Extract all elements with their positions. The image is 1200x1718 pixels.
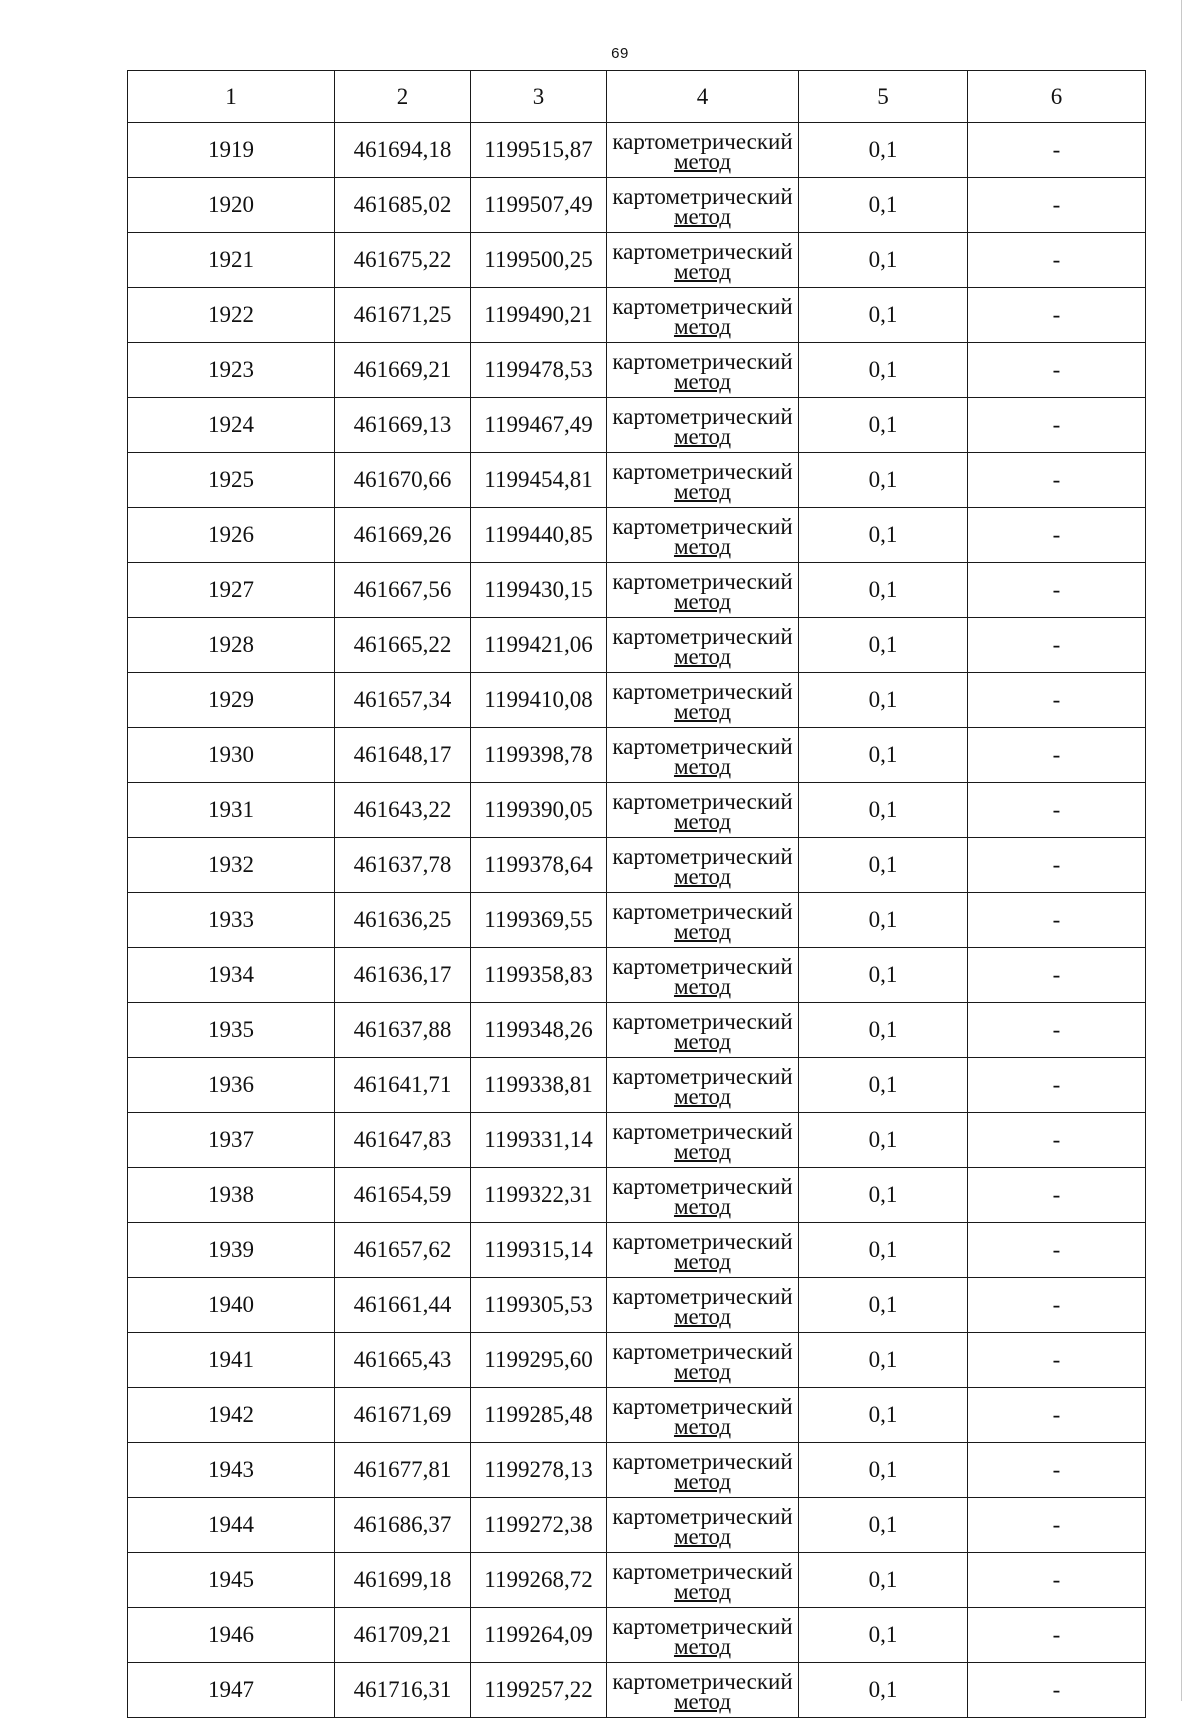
note-cell: - — [968, 398, 1146, 453]
table-row — [128, 508, 1146, 563]
note-cell: - — [968, 1168, 1146, 1223]
point-number-cell: 1945 — [128, 1553, 335, 1608]
accuracy-cell: 0,1 — [799, 1168, 968, 1223]
point-number-cell: 1939 — [128, 1223, 335, 1278]
accuracy-cell: 0,1 — [799, 508, 968, 563]
method-text-line1: картометрический — [612, 1174, 793, 1199]
method-cell — [607, 783, 799, 838]
y-coordinate-cell: 1199490,21 — [471, 288, 607, 343]
point-number-cell: 1932 — [128, 838, 335, 893]
y-coordinate-cell: 1199421,06 — [471, 618, 607, 673]
table-header-row — [128, 71, 1146, 123]
accuracy-cell: 0,1 — [799, 1663, 968, 1718]
method-cell — [607, 1388, 799, 1443]
method-cell — [607, 343, 799, 398]
method-text-line1: картометрический — [612, 294, 793, 319]
accuracy-cell: 0,1 — [799, 728, 968, 783]
method-cell — [607, 1443, 799, 1498]
point-number-cell: 1936 — [128, 1058, 335, 1113]
accuracy-cell: 0,1 — [799, 288, 968, 343]
note-cell: - — [968, 288, 1146, 343]
header-cell-6: 6 — [968, 71, 1146, 123]
note-cell: - — [968, 1553, 1146, 1608]
note-cell: - — [968, 1113, 1146, 1168]
method-cell — [607, 893, 799, 948]
point-number-cell: 1941 — [128, 1333, 335, 1388]
point-number-cell: 1944 — [128, 1498, 335, 1553]
method-cell — [607, 1278, 799, 1333]
y-coordinate-cell: 1199285,48 — [471, 1388, 607, 1443]
accuracy-cell: 0,1 — [799, 1608, 968, 1663]
method-text-line2: метод — [673, 1194, 732, 1219]
table-row — [128, 178, 1146, 233]
method-text-line1: картометрический — [612, 1669, 793, 1694]
y-coordinate-cell: 1199264,09 — [471, 1608, 607, 1663]
page-edge-line — [1181, 0, 1182, 1701]
method-cell — [607, 1663, 799, 1718]
accuracy-cell: 0,1 — [799, 343, 968, 398]
note-cell: - — [968, 948, 1146, 1003]
point-number-cell: 1923 — [128, 343, 335, 398]
note-cell: - — [968, 508, 1146, 563]
method-text-line2: метод — [673, 314, 732, 339]
method-text-line2: метод — [673, 424, 732, 449]
accuracy-cell: 0,1 — [799, 1333, 968, 1388]
method-cell — [607, 728, 799, 783]
note-cell: - — [968, 343, 1146, 398]
table-row — [128, 673, 1146, 728]
point-number-cell: 1920 — [128, 178, 335, 233]
x-coordinate-cell: 461671,25 — [335, 288, 471, 343]
x-coordinate-cell: 461670,66 — [335, 453, 471, 508]
method-text-line1: картометрический — [612, 844, 793, 869]
x-coordinate-cell: 461685,02 — [335, 178, 471, 233]
method-text-line1: картометрический — [612, 459, 793, 484]
point-number-cell: 1943 — [128, 1443, 335, 1498]
method-text-line1: картометрический — [612, 184, 793, 209]
table-row — [128, 1113, 1146, 1168]
x-coordinate-cell: 461709,21 — [335, 1608, 471, 1663]
point-number-cell: 1927 — [128, 563, 335, 618]
x-coordinate-cell: 461669,21 — [335, 343, 471, 398]
method-text-line2: метод — [673, 1249, 732, 1274]
method-text-line2: метод — [673, 1414, 732, 1439]
table-row — [128, 343, 1146, 398]
accuracy-cell: 0,1 — [799, 673, 968, 728]
note-cell: - — [968, 1333, 1146, 1388]
y-coordinate-cell: 1199257,22 — [471, 1663, 607, 1718]
point-number-cell: 1938 — [128, 1168, 335, 1223]
y-coordinate-cell: 1199358,83 — [471, 948, 607, 1003]
point-number-cell: 1947 — [128, 1663, 335, 1718]
accuracy-cell: 0,1 — [799, 1443, 968, 1498]
method-cell — [607, 123, 799, 178]
table-row — [128, 893, 1146, 948]
x-coordinate-cell: 461699,18 — [335, 1553, 471, 1608]
method-text-line2: метод — [673, 644, 732, 669]
method-text-line1: картометрический — [612, 404, 793, 429]
method-text-line2: метод — [673, 1579, 732, 1604]
x-coordinate-cell: 461648,17 — [335, 728, 471, 783]
note-cell: - — [968, 453, 1146, 508]
x-coordinate-cell: 461636,17 — [335, 948, 471, 1003]
method-text-line1: картометрический — [612, 624, 793, 649]
note-cell: - — [968, 123, 1146, 178]
note-cell: - — [968, 728, 1146, 783]
method-text-line1: картометрический — [612, 954, 793, 979]
x-coordinate-cell: 461647,83 — [335, 1113, 471, 1168]
point-number-cell: 1935 — [128, 1003, 335, 1058]
method-cell — [607, 233, 799, 288]
y-coordinate-cell: 1199454,81 — [471, 453, 607, 508]
note-cell: - — [968, 1003, 1146, 1058]
x-coordinate-cell: 461667,56 — [335, 563, 471, 618]
y-coordinate-cell: 1199268,72 — [471, 1553, 607, 1608]
method-cell — [607, 1223, 799, 1278]
accuracy-cell: 0,1 — [799, 783, 968, 838]
note-cell: - — [968, 618, 1146, 673]
y-coordinate-cell: 1199478,53 — [471, 343, 607, 398]
note-cell: - — [968, 1058, 1146, 1113]
method-cell — [607, 1608, 799, 1663]
method-text-line1: картометрический — [612, 129, 793, 154]
point-number-cell: 1931 — [128, 783, 335, 838]
method-cell — [607, 1333, 799, 1388]
point-number-cell: 1942 — [128, 1388, 335, 1443]
accuracy-cell: 0,1 — [799, 453, 968, 508]
x-coordinate-cell: 461669,13 — [335, 398, 471, 453]
y-coordinate-cell: 1199507,49 — [471, 178, 607, 233]
table-row — [128, 288, 1146, 343]
accuracy-cell: 0,1 — [799, 1388, 968, 1443]
accuracy-cell: 0,1 — [799, 1498, 968, 1553]
x-coordinate-cell: 461716,31 — [335, 1663, 471, 1718]
y-coordinate-cell: 1199338,81 — [471, 1058, 607, 1113]
table-row — [128, 1663, 1146, 1718]
method-text-line1: картометрический — [612, 569, 793, 594]
method-cell — [607, 1553, 799, 1608]
page-number: 69 — [611, 45, 629, 62]
method-text-line1: картометрический — [612, 1504, 793, 1529]
header-cell-1: 1 — [128, 71, 335, 123]
x-coordinate-cell: 461637,88 — [335, 1003, 471, 1058]
y-coordinate-cell: 1199369,55 — [471, 893, 607, 948]
accuracy-cell: 0,1 — [799, 1553, 968, 1608]
accuracy-cell: 0,1 — [799, 893, 968, 948]
y-coordinate-cell: 1199467,49 — [471, 398, 607, 453]
method-cell — [607, 453, 799, 508]
table-row — [128, 1058, 1146, 1113]
x-coordinate-cell: 461669,26 — [335, 508, 471, 563]
method-text-line2: метод — [673, 1469, 732, 1494]
method-text-line2: метод — [673, 369, 732, 394]
method-text-line1: картометрический — [612, 349, 793, 374]
x-coordinate-cell: 461637,78 — [335, 838, 471, 893]
y-coordinate-cell: 1199398,78 — [471, 728, 607, 783]
y-coordinate-cell: 1199500,25 — [471, 233, 607, 288]
table-row — [128, 838, 1146, 893]
point-number-cell: 1928 — [128, 618, 335, 673]
method-text-line1: картометрический — [612, 734, 793, 759]
method-cell — [607, 838, 799, 893]
point-number-cell: 1924 — [128, 398, 335, 453]
note-cell: - — [968, 563, 1146, 618]
method-text-line1: картометрический — [612, 1614, 793, 1639]
method-text-line1: картометрический — [612, 1394, 793, 1419]
table-row — [128, 398, 1146, 453]
x-coordinate-cell: 461643,22 — [335, 783, 471, 838]
note-cell: - — [968, 1498, 1146, 1553]
method-text-line2: метод — [673, 1139, 732, 1164]
note-cell: - — [968, 893, 1146, 948]
point-number-cell: 1930 — [128, 728, 335, 783]
table-row — [128, 948, 1146, 1003]
method-cell — [607, 948, 799, 1003]
x-coordinate-cell: 461636,25 — [335, 893, 471, 948]
header-cell-2: 2 — [335, 71, 471, 123]
method-text-line1: картометрический — [612, 1119, 793, 1144]
method-text-line1: картометрический — [612, 1229, 793, 1254]
accuracy-cell: 0,1 — [799, 1058, 968, 1113]
note-cell: - — [968, 1388, 1146, 1443]
y-coordinate-cell: 1199322,31 — [471, 1168, 607, 1223]
y-coordinate-cell: 1199410,08 — [471, 673, 607, 728]
method-text-line1: картометрический — [612, 899, 793, 924]
method-text-line1: картометрический — [612, 1284, 793, 1309]
method-text-line2: метод — [673, 479, 732, 504]
header-cell-3: 3 — [471, 71, 607, 123]
table-row — [128, 783, 1146, 838]
method-text-line1: картометрический — [612, 1339, 793, 1364]
note-cell: - — [968, 1443, 1146, 1498]
method-text-line2: метод — [673, 1029, 732, 1054]
method-text-line2: метод — [673, 1634, 732, 1659]
method-cell — [607, 1498, 799, 1553]
table-row — [128, 1333, 1146, 1388]
y-coordinate-cell: 1199378,64 — [471, 838, 607, 893]
method-cell — [607, 1113, 799, 1168]
method-text-line2: метод — [673, 1359, 732, 1384]
accuracy-cell: 0,1 — [799, 1003, 968, 1058]
point-number-cell: 1940 — [128, 1278, 335, 1333]
note-cell: - — [968, 1278, 1146, 1333]
point-number-cell: 1925 — [128, 453, 335, 508]
method-text-line2: метод — [673, 589, 732, 614]
accuracy-cell: 0,1 — [799, 1223, 968, 1278]
table-row — [128, 618, 1146, 673]
x-coordinate-cell: 461665,22 — [335, 618, 471, 673]
table-row — [128, 1003, 1146, 1058]
method-text-line2: метод — [673, 1524, 732, 1549]
note-cell: - — [968, 1223, 1146, 1278]
coordinates-table — [127, 70, 1146, 1718]
table-row — [128, 1443, 1146, 1498]
method-text-line2: метод — [673, 919, 732, 944]
y-coordinate-cell: 1199440,85 — [471, 508, 607, 563]
table-row — [128, 233, 1146, 288]
point-number-cell: 1946 — [128, 1608, 335, 1663]
method-text-line1: картометрический — [612, 789, 793, 814]
table-row — [128, 453, 1146, 508]
method-cell — [607, 563, 799, 618]
method-cell — [607, 1058, 799, 1113]
method-text-line1: картометрический — [612, 514, 793, 539]
y-coordinate-cell: 1199390,05 — [471, 783, 607, 838]
method-text-line2: метод — [673, 864, 732, 889]
x-coordinate-cell: 461675,22 — [335, 233, 471, 288]
method-text-line1: картометрический — [612, 1064, 793, 1089]
note-cell: - — [968, 1663, 1146, 1718]
y-coordinate-cell: 1199315,14 — [471, 1223, 607, 1278]
y-coordinate-cell: 1199515,87 — [471, 123, 607, 178]
accuracy-cell: 0,1 — [799, 1113, 968, 1168]
header-cell-5: 5 — [799, 71, 968, 123]
x-coordinate-cell: 461654,59 — [335, 1168, 471, 1223]
x-coordinate-cell: 461694,18 — [335, 123, 471, 178]
table-row — [128, 1223, 1146, 1278]
method-cell — [607, 398, 799, 453]
x-coordinate-cell: 461657,34 — [335, 673, 471, 728]
table-row — [128, 1388, 1146, 1443]
method-text-line1: картометрический — [612, 679, 793, 704]
x-coordinate-cell: 461641,71 — [335, 1058, 471, 1113]
header-cell-4: 4 — [607, 71, 799, 123]
method-text-line2: метод — [673, 1084, 732, 1109]
method-text-line2: метод — [673, 809, 732, 834]
point-number-cell: 1922 — [128, 288, 335, 343]
x-coordinate-cell: 461661,44 — [335, 1278, 471, 1333]
point-number-cell: 1934 — [128, 948, 335, 1003]
accuracy-cell: 0,1 — [799, 948, 968, 1003]
point-number-cell: 1926 — [128, 508, 335, 563]
point-number-cell: 1933 — [128, 893, 335, 948]
method-cell — [607, 1168, 799, 1223]
method-text-line2: метод — [673, 1304, 732, 1329]
method-text-line2: метод — [673, 699, 732, 724]
note-cell: - — [968, 1608, 1146, 1663]
table-row — [128, 1498, 1146, 1553]
note-cell: - — [968, 233, 1146, 288]
method-text-line2: метод — [673, 1689, 732, 1714]
accuracy-cell: 0,1 — [799, 178, 968, 233]
y-coordinate-cell: 1199348,26 — [471, 1003, 607, 1058]
method-text-line1: картометрический — [612, 239, 793, 264]
accuracy-cell: 0,1 — [799, 618, 968, 673]
accuracy-cell: 0,1 — [799, 563, 968, 618]
note-cell: - — [968, 673, 1146, 728]
method-cell — [607, 178, 799, 233]
point-number-cell: 1919 — [128, 123, 335, 178]
x-coordinate-cell: 461657,62 — [335, 1223, 471, 1278]
accuracy-cell: 0,1 — [799, 398, 968, 453]
table-row — [128, 1278, 1146, 1333]
point-number-cell: 1921 — [128, 233, 335, 288]
table-row — [128, 1168, 1146, 1223]
method-text-line2: метод — [673, 534, 732, 559]
x-coordinate-cell: 461686,37 — [335, 1498, 471, 1553]
note-cell: - — [968, 838, 1146, 893]
y-coordinate-cell: 1199305,53 — [471, 1278, 607, 1333]
table-row — [128, 1608, 1146, 1663]
y-coordinate-cell: 1199272,38 — [471, 1498, 607, 1553]
note-cell: - — [968, 178, 1146, 233]
x-coordinate-cell: 461671,69 — [335, 1388, 471, 1443]
table-row — [128, 123, 1146, 178]
method-cell — [607, 618, 799, 673]
method-text-line1: картометрический — [612, 1009, 793, 1034]
method-cell — [607, 508, 799, 563]
table-row — [128, 1553, 1146, 1608]
method-text-line1: картометрический — [612, 1559, 793, 1584]
y-coordinate-cell: 1199331,14 — [471, 1113, 607, 1168]
method-text-line2: метод — [673, 974, 732, 999]
x-coordinate-cell: 461677,81 — [335, 1443, 471, 1498]
note-cell: - — [968, 783, 1146, 838]
table-row — [128, 563, 1146, 618]
x-coordinate-cell: 461665,43 — [335, 1333, 471, 1388]
method-text-line1: картометрический — [612, 1449, 793, 1474]
y-coordinate-cell: 1199278,13 — [471, 1443, 607, 1498]
point-number-cell: 1929 — [128, 673, 335, 728]
point-number-cell: 1937 — [128, 1113, 335, 1168]
accuracy-cell: 0,1 — [799, 838, 968, 893]
method-cell — [607, 673, 799, 728]
method-cell — [607, 288, 799, 343]
method-text-line2: метод — [673, 149, 732, 174]
method-cell — [607, 1003, 799, 1058]
y-coordinate-cell: 1199295,60 — [471, 1333, 607, 1388]
table-row — [128, 728, 1146, 783]
method-text-line2: метод — [673, 204, 732, 229]
accuracy-cell: 0,1 — [799, 1278, 968, 1333]
method-text-line2: метод — [673, 259, 732, 284]
accuracy-cell: 0,1 — [799, 123, 968, 178]
y-coordinate-cell: 1199430,15 — [471, 563, 607, 618]
accuracy-cell: 0,1 — [799, 233, 968, 288]
method-text-line2: метод — [673, 754, 732, 779]
